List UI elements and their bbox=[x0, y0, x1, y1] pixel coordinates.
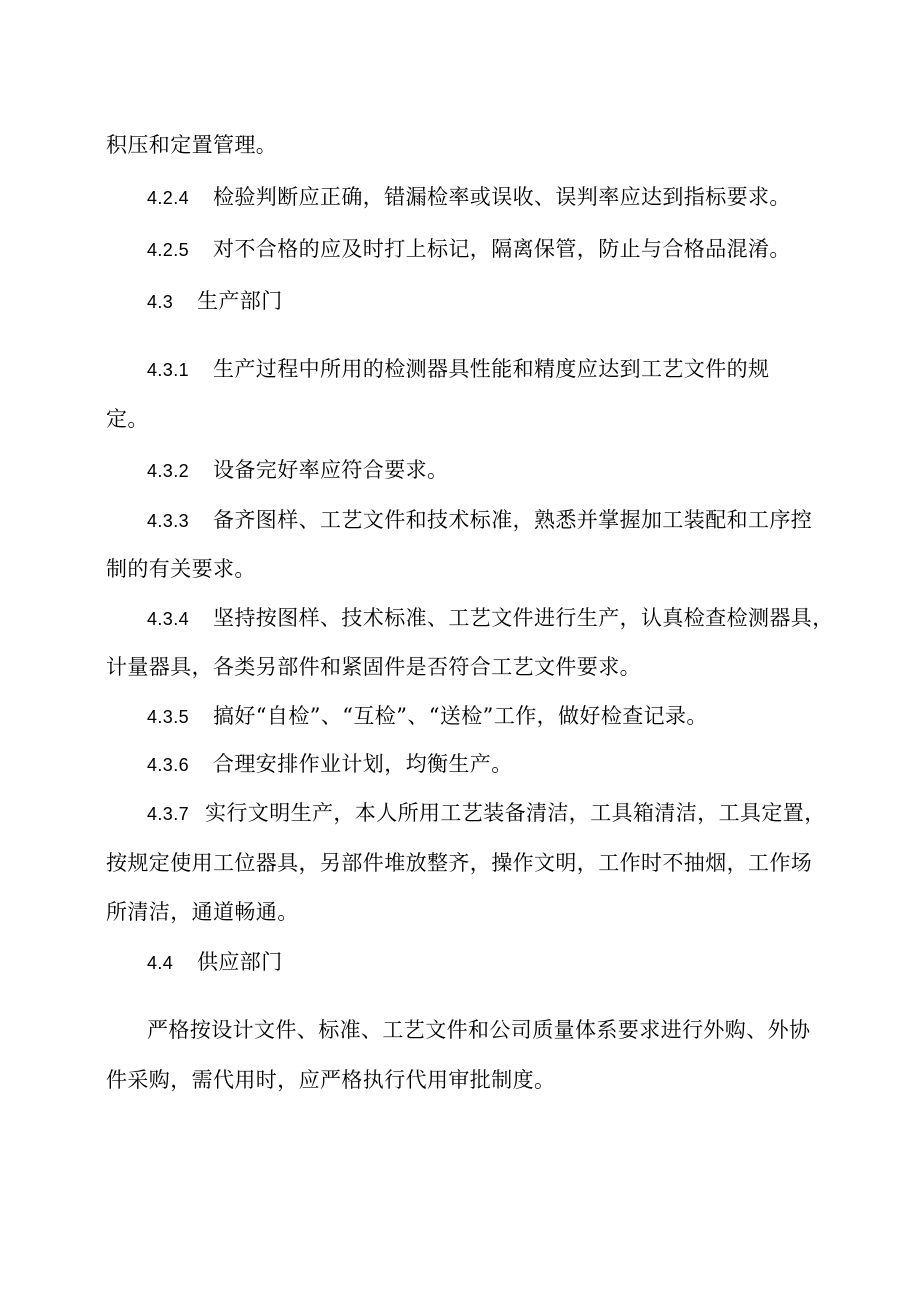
clause-4-3-2 bbox=[147, 456, 448, 485]
paragraph-4-4 bbox=[147, 1016, 810, 1044]
clause-4-3-7 bbox=[147, 799, 826, 828]
clause-text-continuation: 计量器具，各类另部件和紧固件是否符合工艺文件要求。 bbox=[106, 655, 641, 679]
clause-4-3-6 bbox=[147, 750, 513, 779]
clause-4-3-1 bbox=[147, 355, 769, 384]
clause-4-2-4 bbox=[147, 183, 791, 212]
clause-number: 4.2.4 bbox=[147, 188, 190, 208]
paragraph-4-4-continuation bbox=[106, 1066, 555, 1094]
paragraph-continuation bbox=[106, 131, 277, 159]
clause-number: 4.3.6 bbox=[147, 755, 190, 775]
section-number: 4.3 bbox=[147, 292, 174, 312]
clause-text: 实行文明生产，本人所用工艺装备清洁，工具箱清洁，工具定置， bbox=[205, 801, 826, 825]
clause-number: 4.2.5 bbox=[147, 240, 190, 260]
clause-number: 4.3.4 bbox=[147, 609, 190, 629]
paragraph-text: 积压和定置管理。 bbox=[106, 133, 278, 157]
clause-text: 生产过程中所用的检测器具性能和精度应达到工艺文件的规 bbox=[213, 357, 770, 381]
clause-4-3-4 bbox=[147, 604, 834, 633]
clause-4-3-3-continuation bbox=[106, 555, 256, 583]
clause-text: 合理安排作业计划，均衡生产。 bbox=[213, 752, 513, 776]
clause-number: 4.3.1 bbox=[147, 360, 190, 380]
section-title: 生产部门 bbox=[197, 289, 283, 313]
clause-4-3-1-continuation bbox=[106, 405, 149, 433]
clause-4-3-7-continuation-2 bbox=[106, 898, 299, 926]
clause-number: 4.3.7 bbox=[147, 804, 190, 824]
clause-4-3-7-continuation-1 bbox=[106, 849, 812, 877]
clause-4-3-3 bbox=[147, 506, 812, 535]
section-number: 4.4 bbox=[147, 953, 174, 973]
clause-4-2-5 bbox=[147, 235, 791, 264]
section-heading-4-3 bbox=[147, 287, 283, 316]
paragraph-text: 严格按设计文件、标准、工艺文件和公司质量体系要求进行外购、外协 bbox=[147, 1018, 811, 1042]
section-heading-4-4 bbox=[147, 948, 283, 977]
paragraph-text-continuation: 件采购，需代用时，应严格执行代用审批制度。 bbox=[106, 1068, 556, 1092]
clause-text-continuation: 所清洁，通道畅通。 bbox=[106, 900, 299, 924]
clause-number: 4.3.5 bbox=[147, 707, 190, 727]
clause-text: 对不合格的应及时打上标记，隔离保管，防止与合格品混淆。 bbox=[213, 237, 791, 261]
section-title: 供应部门 bbox=[197, 950, 283, 974]
clause-text: 备齐图样、工艺文件和技术标准，熟悉并掌握加工装配和工序控 bbox=[213, 508, 813, 532]
clause-text: 检验判断应正确，错漏检率或误收、误判率应达到指标要求。 bbox=[213, 185, 791, 209]
clause-4-3-4-continuation bbox=[106, 653, 641, 681]
clause-text-continuation: 定。 bbox=[106, 407, 149, 431]
clause-text: 设备完好率应符合要求。 bbox=[213, 458, 449, 482]
clause-text-continuation: 按规定使用工位器具，另部件堆放整齐，操作文明，工作时不抽烟，工作场 bbox=[106, 851, 813, 875]
clause-number: 4.3.2 bbox=[147, 461, 190, 481]
clause-text-continuation: 制的有关要求。 bbox=[106, 557, 256, 581]
clause-number: 4.3.3 bbox=[147, 511, 190, 531]
clause-4-3-5 bbox=[147, 702, 708, 731]
clause-text: 坚持按图样、技术标准、工艺文件进行生产，认真检查检测器具， bbox=[213, 606, 834, 630]
clause-text: 搞好“自检”、“互检”、“送检”工作，做好检查记录。 bbox=[213, 704, 708, 728]
